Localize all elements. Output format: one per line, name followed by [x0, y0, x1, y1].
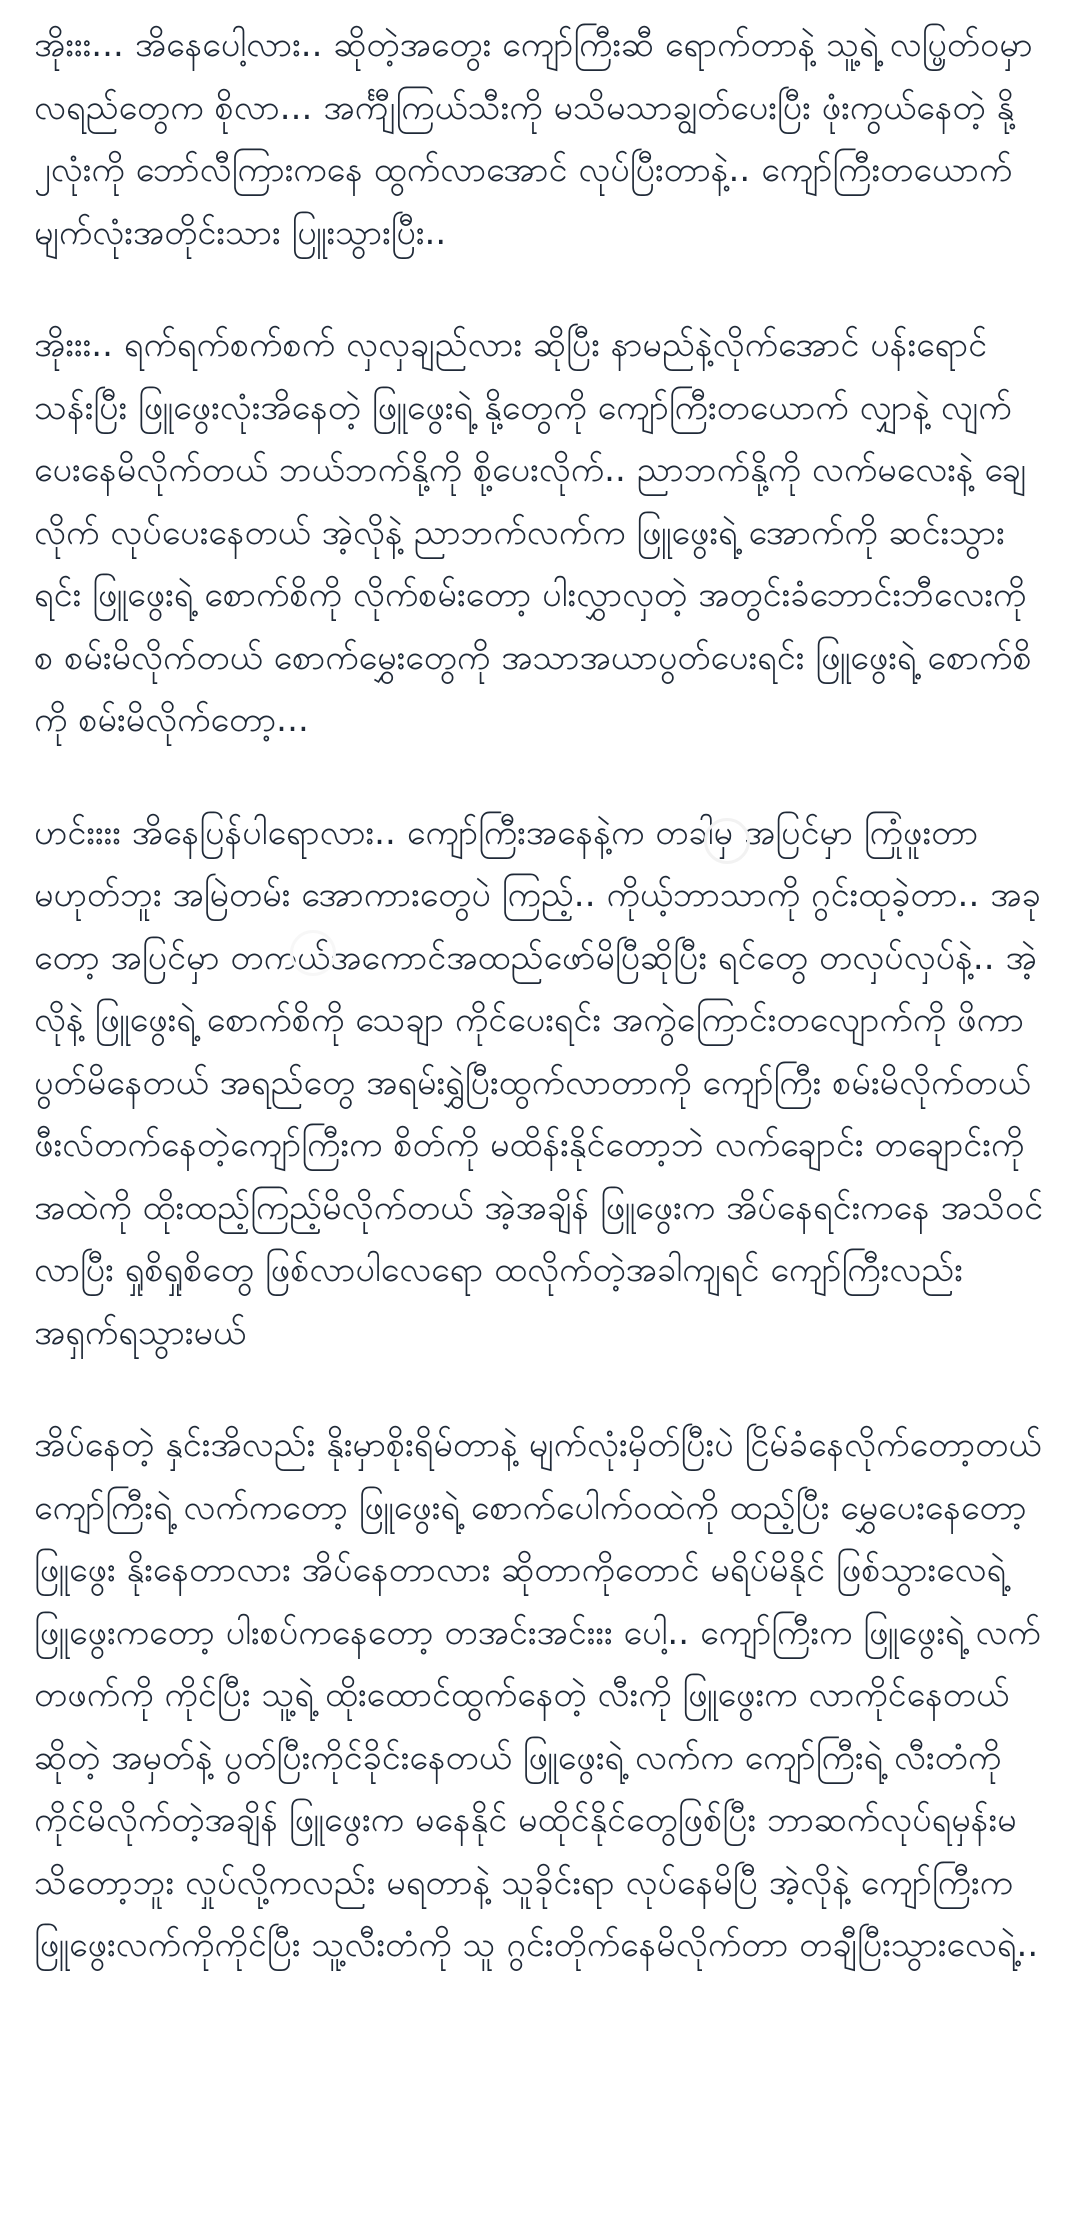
story-paragraph-4: အိပ်နေတဲ့ နှင်းအိလည်း နိုးမှာစိုးရိမ်တာနဲ့ မျက်လုံးမှိတ်ပြီးပဲ ငြိမ်ခံနေလိုက်တော့တယ် ကျော်ကြီးရဲ့ လက်ကတော့ ဖြူဖွေးရဲ့ စောက်ပေါက်ဝထဲကို ထည့်ပြီး မွှေပေးနေတော့ ဖြူဖွေး နိုးနေတာလား အိပ်နေတာလား ဆိုတာကိုတောင် မရိပ်မိနိုင် ဖြစ်သွားလေရဲ့ ဖြူဖွေးကတော့ ပါးစပ်ကနေတော့ တအင်းအင်းးး ပေါ့.. ကျော်ကြီးက ဖြူဖွေးရဲ့ လက်တဖက်ကို ကိုင်ပြီး သူ့ရဲ့ ထိုးထောင်ထွက်နေတဲ့ လီးကို ဖြူဖွေးက လာကိုင်နေတယ် ဆိုတဲ့ အမှတ်နဲ့ ပွတ်ပြီးကိုင်ခိုင်းနေတယ် ဖြူဖွေးရဲ့ လက်က ကျော်ကြီးရဲ့ လီးတံကို ကိုင်မိလိုက်တဲ့အချိန် ဖြူဖွေးက မနေနိုင် မထိုင်နိုင်တွေဖြစ်ပြီး ဘာဆက်လုပ်ရမှန်းမသိတော့ဘူး လှုပ်လို့ကလည်း မရတာနဲ့ သူခိုင်းရာ လုပ်နေမိပြီ အဲ့လိုနဲ့ ကျော်ကြီးက ဖြူဖွေးလက်ကိုကိုင်ပြီး သူ့လီးတံကို သူ ဂွင်းတိုက်နေမိလိုက်တာ တချီပြီးသွားလေရဲ့.. — [34, 1425, 1042, 1965]
story-paragraph-2: အိုးးး.. ရက်ရက်စက်စက် လှလှချည်လား ဆိုပြီး နာမည်နဲ့လိုက်အောင် ပန်းရောင်သန်းပြီး ဖြူဖွေးလုံးအိနေတဲ့ ဖြူဖွေးရဲ့ နို့တွေကို ကျော်ကြီးတယောက် လျှာနဲ့ လျက်ပေးနေမိလိုက်တယ် ဘယ်ဘက်နို့ကို စို့ပေးလိုက်.. ညာဘက်နို့ကို လက်မလေးနဲ့ ချေလိုက် လုပ်ပေးနေတယ် အဲ့လိုနဲ့ ညာဘက်လက်က ဖြူဖွေးရဲ့ အောက်ကို ဆင်းသွားရင်း ဖြူဖွေးရဲ့ စောက်စိကို လိုက်စမ်းတော့ ပါးလွှာလှတဲ့ အတွင်းခံဘောင်းဘီလေးကို စ စမ်းမိလိုက်တယ် စောက်မွှေးတွေကို အသာအယာပွတ်ပေးရင်း ဖြူဖွေးရဲ့ စောက်စိကို စမ်းမိလိုက်တော့... — [34, 325, 1032, 740]
story-paragraph-3: ဟင်းးးး အိနေပြန်ပါရောလား.. ကျော်ကြီးအနေနဲ့က တခါမှ အပြင်မှာ ကြုံဖူးတာမဟုတ်ဘူး အမြဲတမ်း အောကားတွေပဲ ကြည့်.. ကိုယ့်ဘာသာကို ဂွင်းထုခဲ့တာ.. အခုတော့ အပြင်မှာ တကယ်အကောင်အထည်ဖော်မိပြီဆိုပြီး ရင်တွေ တလှပ်လှပ်နဲ့.. အဲ့လိုနဲ့ ဖြူဖွေးရဲ့ စောက်စိကို သေချာ ကိုင်ပေးရင်း အကွဲကြောင်းတလျောက်ကို ဖိကာ ပွတ်မိနေတယ် အရည်တွေ အရမ်းရွှဲပြီးထွက်လာတာကို ကျော်ကြီး စမ်းမိလိုက်တယ် ဖီးလ်တက်နေတဲ့ကျော်ကြီးက စိတ်ကို မထိန်းနိုင်တော့ဘဲ လက်ချောင်း တချောင်းကို အထဲကို ထိုးထည့်ကြည့်မိလိုက်တယ် အဲ့အချိန် ဖြူဖွေးက အိပ်နေရင်းကနေ အသိဝင်လာပြီး ရှုစိရှုစိတွေ ဖြစ်လာပါလေရော ထလိုက်တဲ့အခါကျရင် ကျော်ကြီးလည်း အရှက်ရသွားမယ် — [34, 812, 1044, 1353]
story-paragraph-1: အိုးးး... အိနေပေါ့လား.. ဆိုတဲ့အတွေး ကျော်ကြီးဆီ ရောက်တာနဲ့ သူ့ရဲ့ လပ္ပြတ်ဝမှာ လရည်တွေက စိုလာ... အင်္ကျီကြယ်သီးကို မသိမသာချွတ်ပေးပြီး ဖုံးကွယ်နေတဲ့ နို့ ၂လုံးကို ဘော်လီကြားကနေ ထွက်လာအောင် လုပ်ပြီးတာနဲ့.. ကျော်ကြီးတယောက် မျက်လုံးအတိုင်းသား ပြူးသွားပြီး.. — [34, 25, 1033, 253]
